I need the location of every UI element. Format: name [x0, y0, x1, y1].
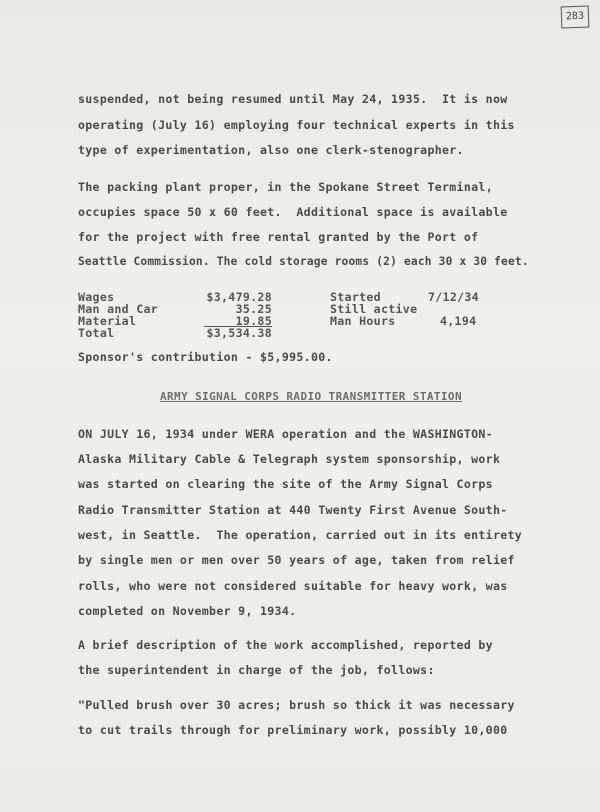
cost-label-man-and-car: Man and Car [78, 302, 159, 316]
cost-amount-total: $3,534.38 [206, 326, 272, 340]
section-heading: ARMY SIGNAL CORPS RADIO TRANSMITTER STATION [160, 390, 462, 403]
stat-label-started: Started [330, 290, 381, 304]
paragraph-4-line-2: the superintendent in charge of the job, follows: [78, 663, 435, 677]
paragraph-3-line-5: west, in Seattle. The operation, carried out in its entirety [78, 528, 523, 542]
stat-value-man-hours: 4,194 [440, 314, 477, 328]
paragraph-3-line-2: Alaska Military Cable & Telegraph system sponsorship, work [78, 452, 501, 466]
paragraph-3-line-4: Radio Transmitter Station at 440 Twenty First Avenue South- [78, 503, 508, 517]
cost-label-total: Total [78, 326, 115, 340]
cost-amount-wages: $3,479.28 [206, 290, 272, 304]
paragraph-2-line-2: occupies space 50 x 60 feet. Additional space is available [78, 205, 508, 219]
paragraph-2-line-4: Seattle Commission. The cold storage rooms (2) each 30 x 30 feet. [78, 255, 529, 268]
paragraph-2-line-3: for the project with free rental granted by the Port of [78, 230, 479, 244]
paragraph-1-line-1: suspended, not being resumed until May 24, 1935. It is now [78, 92, 508, 106]
paragraph-5-line-1: "Pulled brush over 30 acres; brush so thick it was necessary [78, 698, 515, 712]
paragraph-5-line-2: to cut trails through for preliminary work, possibly 10,000 [78, 723, 508, 737]
stat-value-started: 7/12/34 [428, 290, 479, 304]
paragraph-1-line-2: operating (July 16) employing four technical experts in this [78, 118, 515, 132]
paragraph-3-line-3: was started on clearing the site of the Army Signal Corps [78, 477, 493, 491]
cost-amount-material: 19.85 [235, 314, 272, 328]
paragraph-3-line-6: by single men or men over 50 years of age, taken from relief [78, 553, 515, 567]
paragraph-4-line-1: A brief description of the work accomplished, reported by [78, 638, 493, 652]
paragraph-3-line-8: completed on November 9, 1934. [78, 604, 297, 618]
paragraph-3-line-7: rolls, who were not considered suitable for heavy work, was [78, 579, 508, 593]
paragraph-2-line-1: The packing plant proper, in the Spokane Street Terminal, [78, 180, 493, 194]
cost-amount-man-and-car: 35.25 [235, 302, 272, 316]
paragraph-1-line-3: type of experimentation, also one clerk-stenographer. [78, 143, 464, 157]
stat-label-man-hours: Man Hours [330, 314, 396, 328]
stat-label-still-active: Still active [330, 302, 418, 316]
cost-label-material: Material [78, 314, 137, 328]
paragraph-3-line-1: ON JULY 16, 1934 under WERA operation and the WASHINGTON- [78, 427, 493, 441]
page-number: 283 [561, 6, 590, 29]
sponsor-contribution: Sponsor's contribution - $5,995.00. [78, 350, 333, 364]
cost-label-wages: Wages [78, 290, 115, 304]
